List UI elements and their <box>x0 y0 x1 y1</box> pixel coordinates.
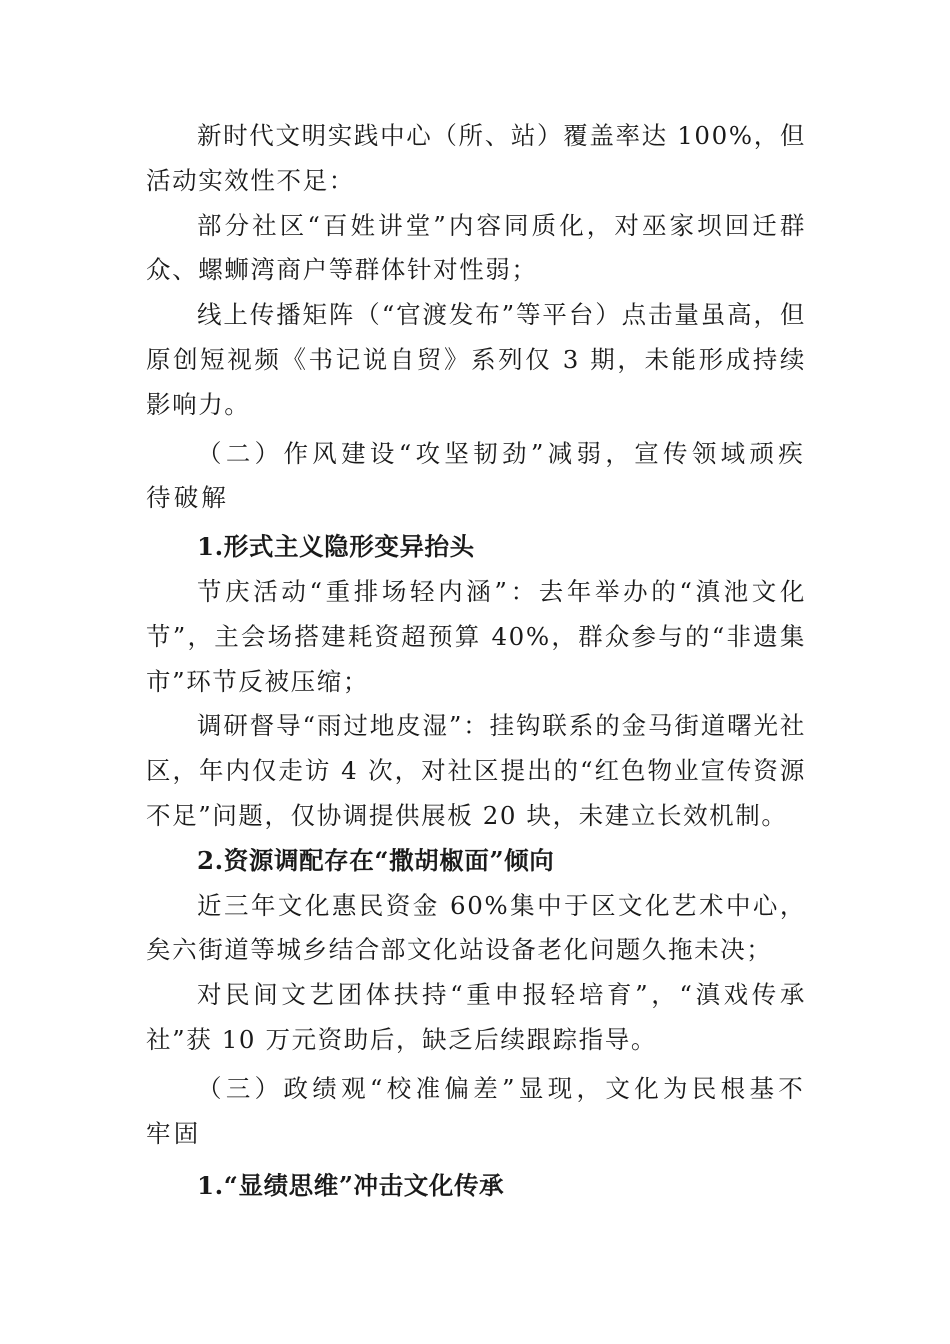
paragraph-practice-center-coverage: 新时代文明实践中心（所、站）覆盖率达 100%，但活动实效性不足： <box>146 121 806 195</box>
section-heading-performance-view: （三）政绩观“校准偏差”显现，文化为民根基不牢固 <box>146 1073 806 1148</box>
paragraph-festival-activities: 节庆活动“重排场轻内涵”：去年举办的“滇池文化节”，主会场搭建耗资超预算 40%，群众参与的“非遗集市”环节反被压缩； <box>146 576 806 696</box>
subheading-resource-allocation: 2.资源调配存在“撒胡椒面”倾向 <box>197 845 555 875</box>
paragraph-research-supervision: 调研督导“雨过地皮湿”：挂钩联系的金马街道曙光社区，年内仅走访 4 次，对社区提出的“红色物业宣传资源不足”问题，仅协调提供展板 20 块，未建立长效机制。 <box>146 711 806 830</box>
paragraph-online-matrix: 线上传播矩阵（“官渡发布”等平台）点击量虽高，但原创短视频《书记说自贸》系列仅 3 期，未能形成持续影响力。 <box>146 300 806 419</box>
paragraph-cultural-funds: 近三年文化惠民资金 60%集中于区文化艺术中心，矣六街道等城乡结合部文化站设备老化问题久拖未决； <box>146 890 806 965</box>
document-body <box>146 114 806 1209</box>
paragraph-community-lecture: 部分社区“百姓讲堂”内容同质化，对巫家坝回迁群众、螺蛳湾商户等群体针对性弱； <box>146 210 806 285</box>
paragraph-folk-art-support: 对民间文艺团体扶持“重申报轻培育”，“滇戏传承社”获 10 万元资助后，缺乏后续跟踪指导。 <box>146 980 806 1054</box>
section-heading-work-style: （二）作风建设“攻坚韧劲”减弱，宣传领域顽疾待破解 <box>146 438 806 513</box>
subheading-visible-achievement: 1.“显绩思维”冲击文化传承 <box>197 1171 505 1201</box>
subheading-formalism: 1.形式主义隐形变异抬头 <box>197 532 475 562</box>
